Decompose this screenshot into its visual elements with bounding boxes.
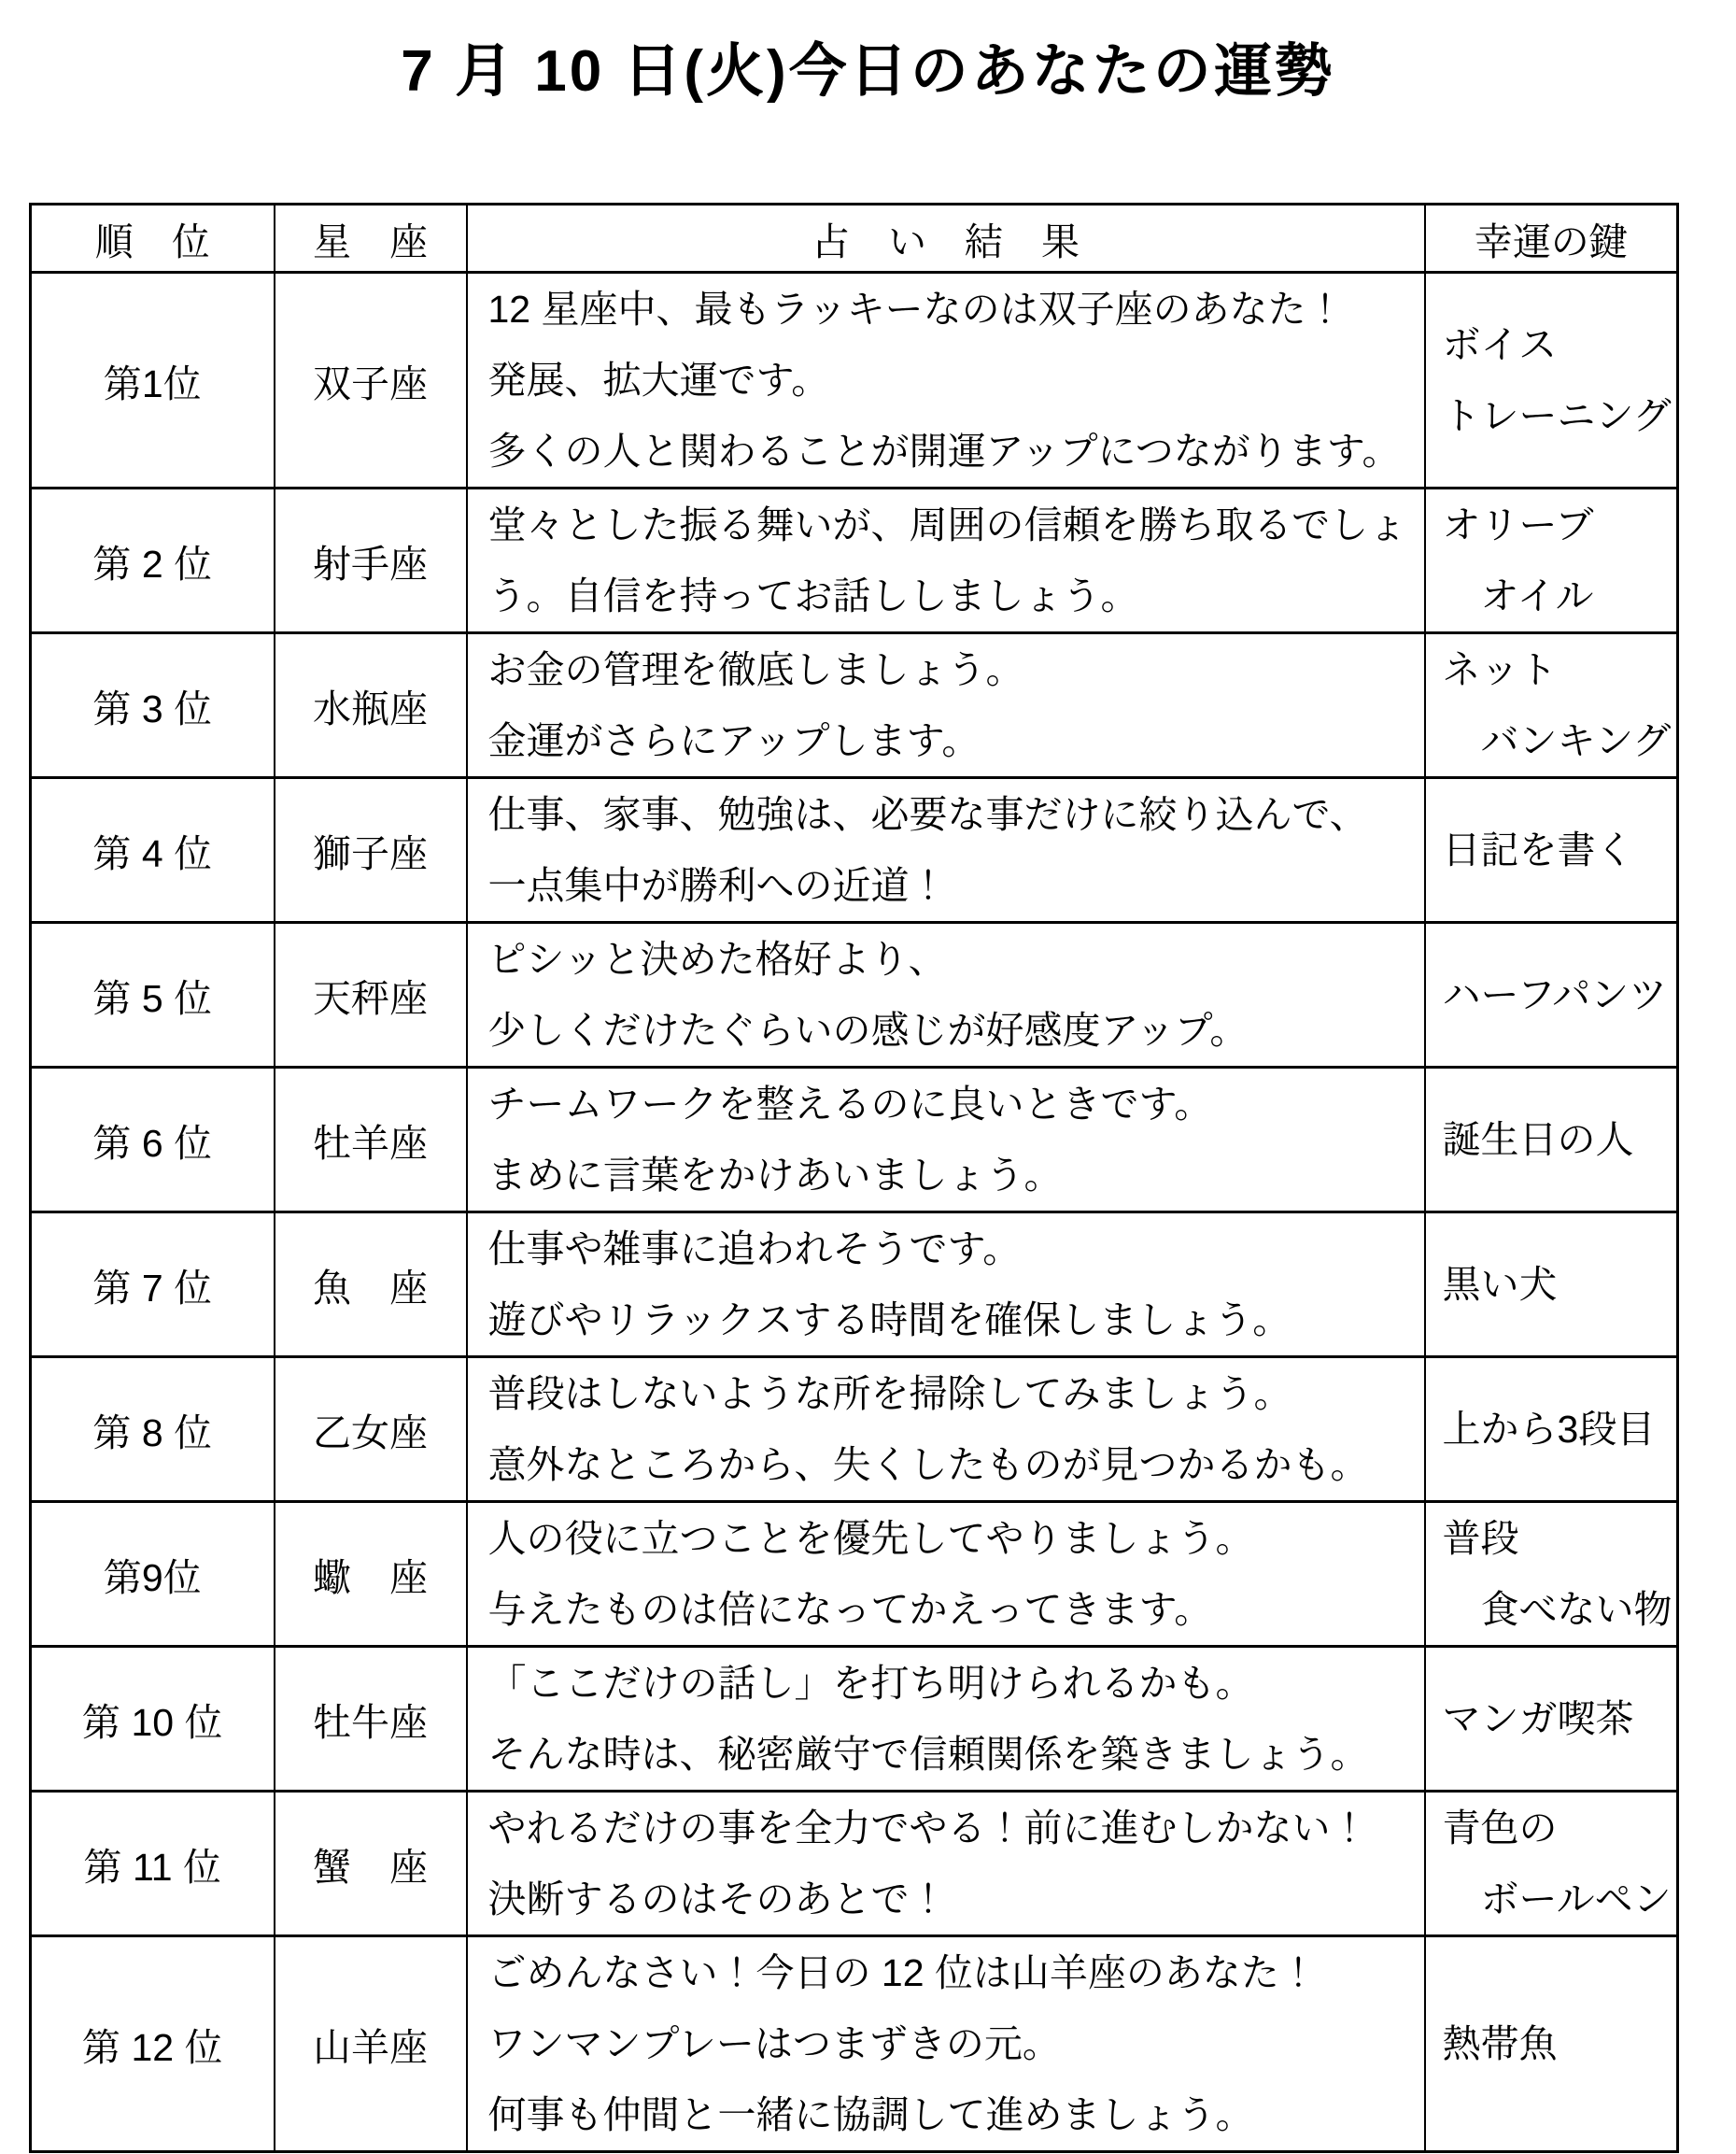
result-cell bbox=[467, 1936, 1425, 2152]
result-line: ワンマンプレーはつまずきの元。 bbox=[487, 2022, 1061, 2065]
result-line: 人の役に立つことを優先してやりましょう。 bbox=[487, 1517, 1254, 1560]
sign-cell: 蠍 座 bbox=[275, 1502, 467, 1647]
table-row bbox=[31, 489, 1678, 633]
result-line: 与えたものは倍になってかえってきます。 bbox=[487, 1588, 1213, 1631]
result-line: 少しくだけたぐらいの感じが好感度アップ。 bbox=[487, 1009, 1249, 1052]
sign-cell: 射手座 bbox=[275, 489, 467, 633]
lucky-cell bbox=[1425, 633, 1678, 778]
sign-cell: 水瓶座 bbox=[275, 633, 467, 778]
table-row bbox=[31, 1936, 1678, 2152]
lucky-line: 日記を書く bbox=[1442, 829, 1634, 872]
rank-cell: 第 4 位 bbox=[31, 778, 275, 923]
table-row bbox=[31, 1647, 1678, 1792]
result-line: 金運がさらにアップします。 bbox=[487, 719, 981, 762]
result-line: お金の管理を徹底しましょう。 bbox=[487, 648, 1024, 691]
result-line: 多くの人と関わることが開運アップにつながります。 bbox=[487, 430, 1401, 473]
result-line: 「ここだけの話し」を打ち明けられるかも。 bbox=[487, 1662, 1254, 1705]
table-row bbox=[31, 1068, 1678, 1212]
lucky-line: 熱帯魚 bbox=[1442, 2022, 1558, 2065]
result-line: 一点集中が勝利への近道！ bbox=[487, 864, 948, 907]
table-row bbox=[31, 633, 1678, 778]
rank-cell: 第 12 位 bbox=[31, 1936, 275, 2152]
lucky-line: 上から3段目 bbox=[1442, 1408, 1656, 1451]
lucky-line: 普段 bbox=[1442, 1517, 1519, 1560]
result-cell bbox=[467, 1502, 1425, 1647]
result-cell bbox=[467, 489, 1425, 633]
header-sign: 星 座 bbox=[275, 205, 467, 273]
sign-cell: 蟹 座 bbox=[275, 1792, 467, 1936]
sign-cell: 双子座 bbox=[275, 273, 467, 489]
lucky-line: ネット bbox=[1442, 648, 1558, 691]
result-line: 12 星座中、最もラッキーなのは双子座のあなた！ bbox=[487, 288, 1345, 331]
result-line: 仕事、家事、勉強は、必要な事だけに絞り込んで、 bbox=[487, 793, 1368, 836]
rank-cell: 第 6 位 bbox=[31, 1068, 275, 1212]
lucky-cell bbox=[1425, 489, 1678, 633]
fortune-table-body bbox=[31, 273, 1678, 2152]
lucky-line: ボールペン bbox=[1442, 1878, 1672, 1920]
lucky-cell bbox=[1425, 1357, 1678, 1502]
table-row bbox=[31, 273, 1678, 489]
rank-cell: 第 10 位 bbox=[31, 1647, 275, 1792]
lucky-line: 食べない物 bbox=[1442, 1588, 1672, 1631]
sign-cell: 山羊座 bbox=[275, 1936, 467, 2152]
rank-cell: 第1位 bbox=[31, 273, 275, 489]
lucky-cell bbox=[1425, 1647, 1678, 1792]
lucky-line: オリーブ bbox=[1442, 503, 1594, 546]
result-line: 普段はしないような所を掃除してみましょう。 bbox=[487, 1372, 1292, 1415]
rank-cell: 第9位 bbox=[31, 1502, 275, 1647]
result-line: う。自信を持ってお話ししましょう。 bbox=[487, 574, 1139, 617]
rank-cell: 第 7 位 bbox=[31, 1212, 275, 1357]
result-cell bbox=[467, 923, 1425, 1068]
result-line: まめに言葉をかけあいましょう。 bbox=[487, 1154, 1063, 1197]
result-line: チームワークを整えるのに良いときです。 bbox=[487, 1083, 1213, 1126]
rank-cell: 第 8 位 bbox=[31, 1357, 275, 1502]
header-lucky: 幸運の鍵 bbox=[1425, 205, 1678, 273]
lucky-cell bbox=[1425, 1502, 1678, 1647]
result-line: ごめんなさい！今日の 12 位は山羊座のあなた！ bbox=[487, 1951, 1318, 1994]
rank-cell: 第 5 位 bbox=[31, 923, 275, 1068]
header-row bbox=[31, 205, 1678, 273]
lucky-line: 青色の bbox=[1442, 1807, 1558, 1849]
result-line: 何事も仲間と一緒に協調して進めましょう。 bbox=[487, 2093, 1254, 2136]
table-row bbox=[31, 1792, 1678, 1936]
lucky-line: ボイス bbox=[1442, 323, 1558, 366]
result-cell bbox=[467, 273, 1425, 489]
sign-cell: 牡牛座 bbox=[275, 1647, 467, 1792]
lucky-cell bbox=[1425, 778, 1678, 923]
lucky-cell bbox=[1425, 1936, 1678, 2152]
lucky-cell bbox=[1425, 1792, 1678, 1936]
lucky-line: 誕生日の人 bbox=[1442, 1118, 1634, 1161]
result-line: 堂々とした振る舞いが、周囲の信頼を勝ち取るでしょ bbox=[487, 503, 1407, 546]
result-cell bbox=[467, 778, 1425, 923]
sign-cell: 天秤座 bbox=[275, 923, 467, 1068]
lucky-cell bbox=[1425, 1068, 1678, 1212]
lucky-cell bbox=[1425, 273, 1678, 489]
result-cell bbox=[467, 1647, 1425, 1792]
result-line: 発展、拡大運です。 bbox=[487, 359, 830, 402]
sign-cell: 牡羊座 bbox=[275, 1068, 467, 1212]
result-line: やれるだけの事を全力でやる！前に進むしかない！ bbox=[487, 1807, 1369, 1849]
table-row bbox=[31, 923, 1678, 1068]
lucky-cell bbox=[1425, 923, 1678, 1068]
result-line: 仕事や雑事に追われそうです。 bbox=[487, 1227, 1022, 1270]
sign-cell: 乙女座 bbox=[275, 1357, 467, 1502]
result-line: 意外なところから、失くしたものが見つかるかも。 bbox=[487, 1443, 1369, 1486]
lucky-cell bbox=[1425, 1212, 1678, 1357]
result-line: ピシッと決めた格好より、 bbox=[487, 938, 947, 981]
result-cell bbox=[467, 1792, 1425, 1936]
result-line: 決断するのはそのあとで！ bbox=[487, 1878, 948, 1920]
header-result: 占 い 結 果 bbox=[467, 205, 1425, 273]
header-rank: 順 位 bbox=[31, 205, 275, 273]
lucky-line: ハーフパンツ bbox=[1442, 973, 1668, 1016]
result-line: 遊びやリラックスする時間を確保しましょう。 bbox=[487, 1298, 1291, 1341]
sign-cell: 魚 座 bbox=[275, 1212, 467, 1357]
lucky-line: バンキング bbox=[1442, 719, 1672, 762]
table-row bbox=[31, 1502, 1678, 1647]
sign-cell: 獅子座 bbox=[275, 778, 467, 923]
result-cell bbox=[467, 633, 1425, 778]
page-title: 7 月 10 日(火)今日のあなたの運勢 bbox=[401, 39, 1335, 104]
table-row bbox=[31, 778, 1678, 923]
result-line: そんな時は、秘密厳守で信頼関係を築きましょう。 bbox=[487, 1733, 1369, 1776]
lucky-line: トレーニング bbox=[1442, 394, 1672, 437]
rank-cell: 第 3 位 bbox=[31, 633, 275, 778]
table-row bbox=[31, 1357, 1678, 1502]
table-row bbox=[31, 1212, 1678, 1357]
rank-cell: 第 11 位 bbox=[31, 1792, 275, 1936]
fortune-table bbox=[29, 203, 1679, 2153]
lucky-line: マンガ喫茶 bbox=[1442, 1697, 1634, 1740]
lucky-line: オイル bbox=[1442, 574, 1594, 617]
result-cell bbox=[467, 1212, 1425, 1357]
lucky-line: 黒い犬 bbox=[1442, 1263, 1558, 1306]
result-cell bbox=[467, 1068, 1425, 1212]
result-cell bbox=[467, 1357, 1425, 1502]
rank-cell: 第 2 位 bbox=[31, 489, 275, 633]
